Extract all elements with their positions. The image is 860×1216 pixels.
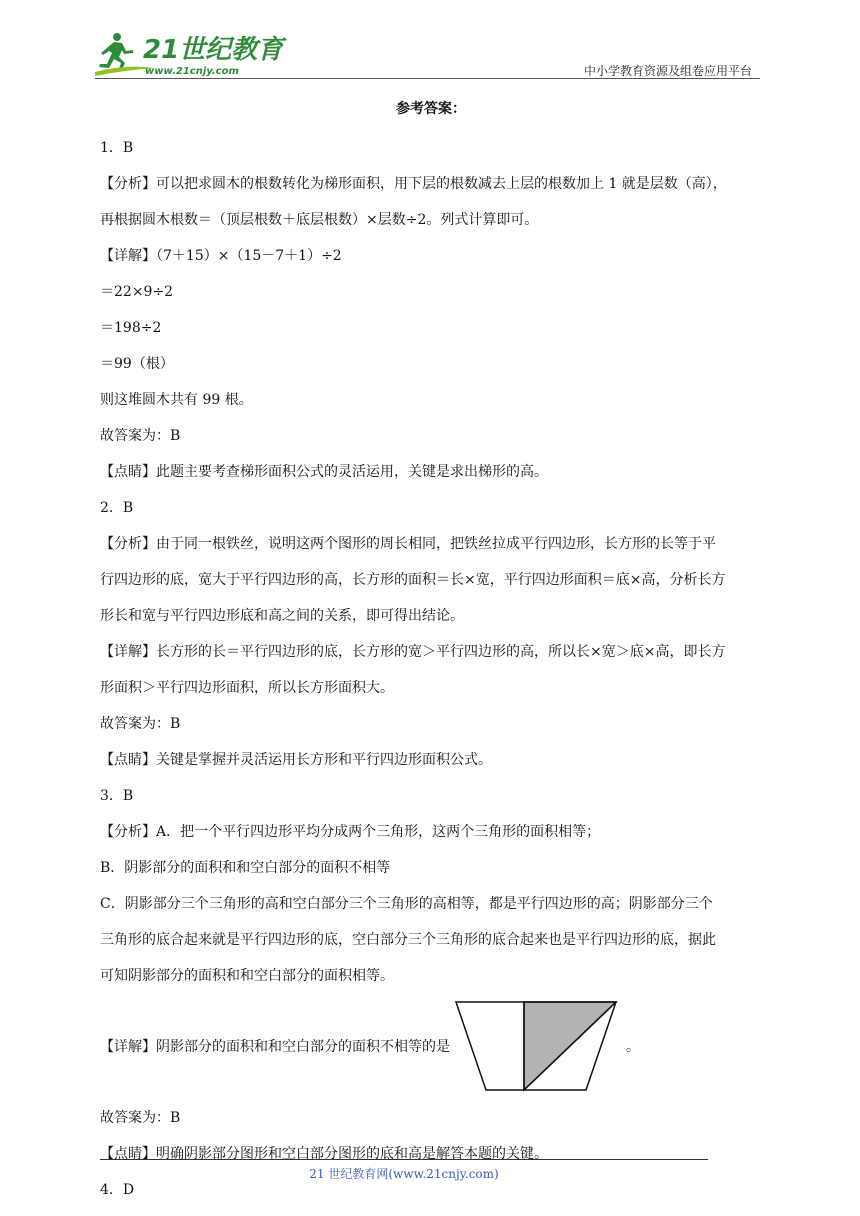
q4-number: 4．D [100,1182,135,1198]
page-header [95,28,760,80]
q3-analysis-b: B．阴影部分的面积和和空白部分的面积不相等 [100,860,391,876]
logo [95,28,284,78]
footer-divider [100,1159,708,1160]
q2-answer: 故答案为：B [100,716,181,732]
q1-analysis-line: 再根据圆木根数＝（顶层根数＋底层根数）×层数÷2。列式计算即可。 [100,212,539,228]
header-divider [95,78,760,79]
q2-detail-line: 形面积＞平行四边形面积，所以长方形面积大。 [100,680,394,696]
q1-analysis-line: 【分析】可以把求圆木的根数转化为梯形面积，用下层的根数减去上层的根数加上 1 就是层数（高）， [100,176,727,192]
q2-analysis-line: 形长和宽与平行四边形底和高之间的关系，即可得出结论。 [100,608,464,624]
q3-analysis-c: 三角形的底合起来就是平行四边形的底，空白部分三个三角形的底合起来也是平行四边形的底，据此 [100,932,716,948]
q1-detail: 【详解】（7＋15）×（15－7＋1）÷2 [100,248,342,264]
q3-comment: 【点睛】明确阴影部分图形和空白部分图形的底和高是解答本题的关键。 [100,1146,548,1162]
q3-detail-with-figure [100,996,762,1096]
answer-content [100,98,762,1208]
q2-detail-line: 【详解】长方形的长＝平行四边形的底，长方形的宽＞平行四边形的高，所以长×宽＞底×高，即长方 [100,644,726,660]
q1-answer: 故答案为：B [100,428,181,444]
q1-step: ＝22×9÷2 [100,284,174,300]
q3-analysis-c: 可知阴影部分的面积和和空白部分的面积相等。 [100,968,394,984]
q3-number: 3．B [100,788,134,804]
q1-step: ＝99（根） [100,356,174,372]
header-platform-text: 中小学教育资源及组卷应用平台 [583,64,752,78]
q2-analysis-line: 【分析】由于同一根铁丝，说明这两个图形的周长相同，把铁丝拉成平行四边形，长方形的长等于平 [100,536,716,552]
logo-url: www.21cnjy.com [145,66,239,77]
q1-comment: 【点睛】此题主要考查梯形面积公式的灵活运用，关键是求出梯形的高。 [100,464,548,480]
footer-text: 21 世纪教育网(www.21cnjy.com) [309,1167,499,1181]
q3-analysis-c: C．阴影部分三个三角形的高和空白部分三个三角形的高相等，都是平行四边形的高；阴影部分三个 [100,896,713,912]
q2-number: 2．B [100,500,134,516]
q1-step: ＝198÷2 [100,320,162,336]
page-title: 参考答案： [396,101,466,117]
q2-analysis-line: 行四边形的底，宽大于平行四边形的高，长方形的面积＝长×宽，平行四边形面积＝底×高，分析长方 [100,572,726,588]
q1-conclusion: 则这堆圆木共有 99 根。 [100,392,253,408]
q3-detail: 【详解】阴影部分的面积和和空白部分的面积不相等的是 [100,1039,450,1055]
trapezoid-figure [454,1000,620,1092]
q1-number: 1．B [100,140,134,156]
q3-analysis-a: 【分析】A．把一个平行四边形平均分成两个三角形，这两个三角形的面积相等； [100,824,601,840]
q2-comment: 【点睛】关键是掌握并灵活运用长方形和平行四边形面积公式。 [100,752,492,768]
logo-text: 21世纪教育 [143,35,284,65]
q3-detail-end: 。 [626,1039,640,1055]
q3-answer: 故答案为：B [100,1110,181,1126]
